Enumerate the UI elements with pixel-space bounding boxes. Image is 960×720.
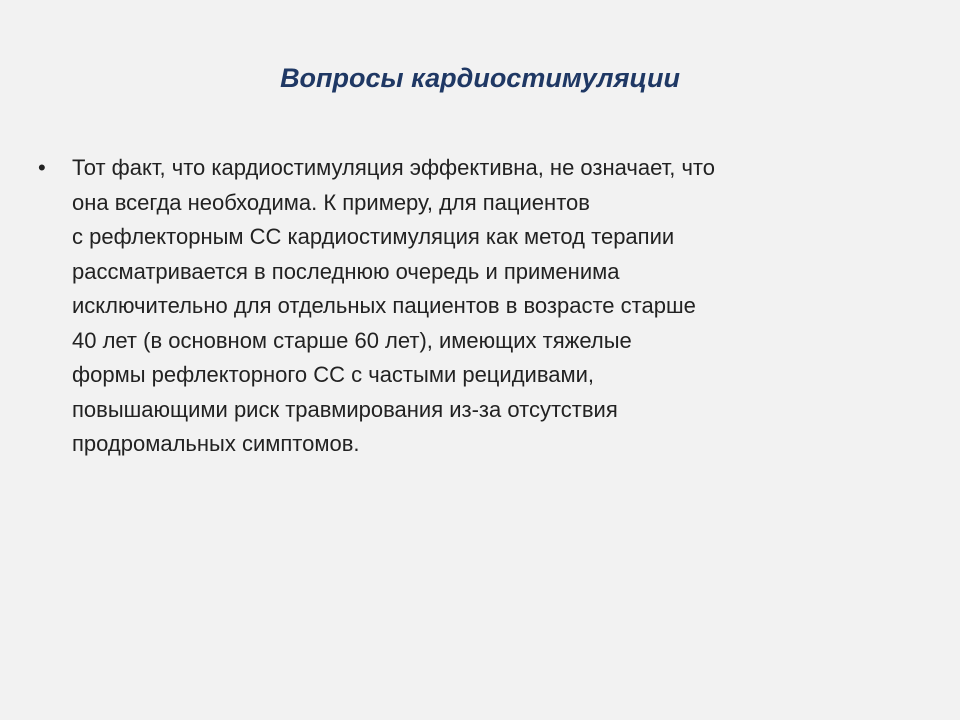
bullet-icon: • (38, 155, 46, 180)
text-line: формы рефлекторного СС с частыми рецидивами, (72, 362, 595, 387)
slide-title: Вопросы кардиостимуляции (280, 63, 680, 93)
bullet-text (72, 151, 715, 462)
text-line: Тот факт, что кардиостимуляция эффективна, не означает, что (72, 155, 715, 180)
text-line: исключительно для отдельных пациентов в возрасте старше (72, 293, 696, 318)
text-line: продромальных симптомов. (72, 431, 360, 456)
text-line: с рефлекторным СС кардиостимуляция как метод терапии (72, 224, 675, 249)
text-line: рассматривается в последнюю очередь и применима (72, 258, 620, 284)
text-line: повышающими риск травмирования из-за отсутствия (72, 396, 618, 422)
slide-content (38, 151, 888, 462)
text-line: она всегда необходима. К примеру, для пациентов (72, 189, 590, 215)
text-line: 40 лет (в основном старше 60 лет), имеющих тяжелые (72, 327, 632, 353)
bullet-item (38, 151, 888, 462)
